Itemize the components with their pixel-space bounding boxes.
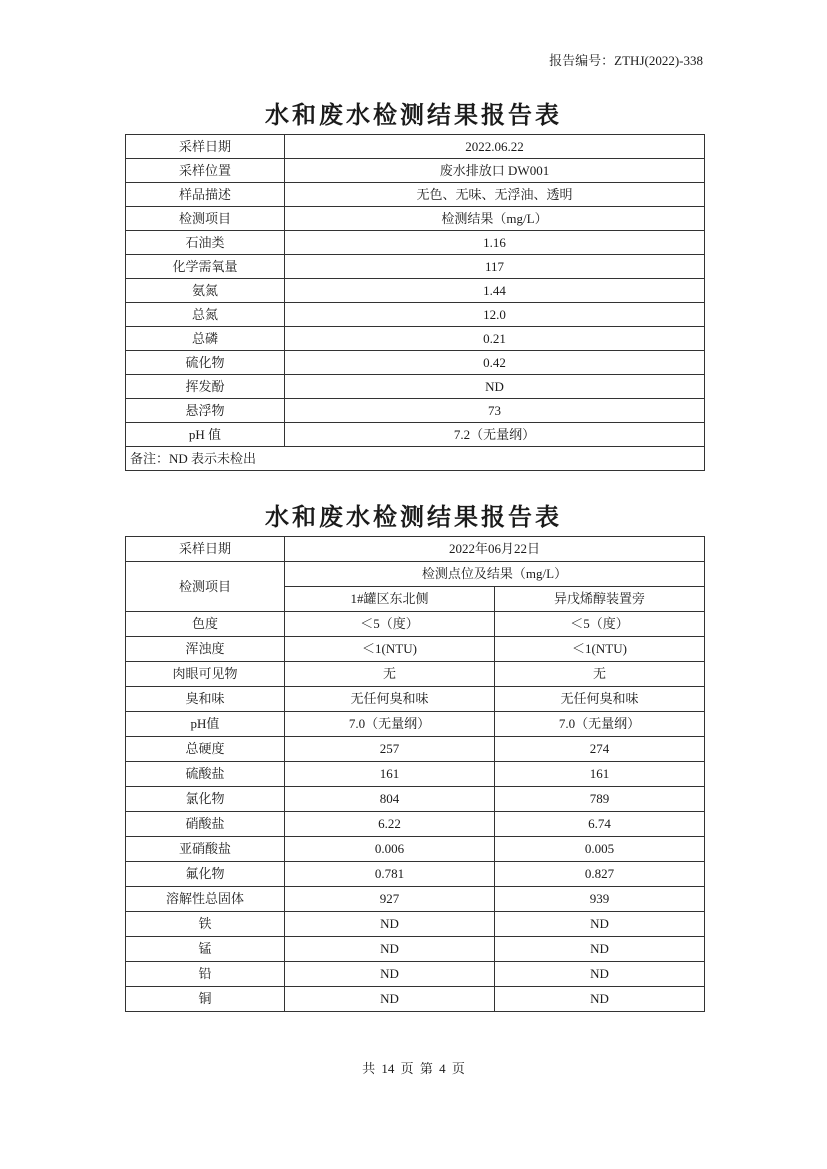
site-1-value: ND: [285, 937, 495, 962]
row-label: 铜: [126, 987, 285, 1012]
site-1-value: 0.006: [285, 837, 495, 862]
result-header: 检测点位及结果（mg/L）: [285, 562, 705, 587]
table-row: [126, 159, 705, 183]
table-row: [126, 183, 705, 207]
site-1-value: ＜1(NTU): [285, 637, 495, 662]
report-table-2-title: 水和废水检测结果报告表: [265, 503, 562, 531]
table2-body: [126, 612, 705, 1012]
table-row: [126, 327, 705, 351]
table-row: [126, 399, 705, 423]
table-row: [126, 303, 705, 327]
site-1-value: 无: [285, 662, 495, 687]
site-1-value: 927: [285, 887, 495, 912]
row-label: 硝酸盐: [126, 812, 285, 837]
site-1-value: 161: [285, 762, 495, 787]
date-label: 采样日期: [126, 537, 285, 562]
site-2-value: 789: [495, 787, 705, 812]
table-row: [126, 837, 705, 862]
report-number: 报告编号：ZTHJ(2022)-338: [549, 53, 703, 68]
table-row: [126, 862, 705, 887]
row-value: 1.44: [285, 279, 705, 303]
site-2-value: 0.827: [495, 862, 705, 887]
page-footer: 共 14 页 第 4 页: [362, 1061, 465, 1076]
row-label: 氟化物: [126, 862, 285, 887]
row-label: 浑浊度: [126, 637, 285, 662]
table-row: [126, 912, 705, 937]
row-label: 化学需氧量: [126, 255, 285, 279]
table-row: [126, 135, 705, 159]
site-1-header: 1#罐区东北侧: [285, 587, 495, 612]
table-row: [126, 279, 705, 303]
row-label: 硫酸盐: [126, 762, 285, 787]
row-label: 肉眼可见物: [126, 662, 285, 687]
groundwater-results-table: [125, 536, 705, 1012]
row-label: 氨氮: [126, 279, 285, 303]
site-1-value: 804: [285, 787, 495, 812]
row-value: 0.21: [285, 327, 705, 351]
site-2-value: 6.74: [495, 812, 705, 837]
row-value: 废水排放口 DW001: [285, 159, 705, 183]
table-row: [126, 787, 705, 812]
report-table-1-title: 水和废水检测结果报告表: [265, 101, 562, 129]
site-2-header: 异戊烯醇装置旁: [495, 587, 705, 612]
row-label: 悬浮物: [126, 399, 285, 423]
site-2-value: 无: [495, 662, 705, 687]
row-value: 12.0: [285, 303, 705, 327]
site-1-value: ND: [285, 962, 495, 987]
row-value: 检测结果（mg/L）: [285, 207, 705, 231]
row-label: 采样日期: [126, 135, 285, 159]
site-2-value: ＜1(NTU): [495, 637, 705, 662]
table-row: [126, 662, 705, 687]
table-note-row: [126, 447, 705, 471]
site-1-value: ND: [285, 912, 495, 937]
row-label: 臭和味: [126, 687, 285, 712]
row-label: 铅: [126, 962, 285, 987]
row-value: 无色、无味、无浮油、透明: [285, 183, 705, 207]
table-row: [126, 887, 705, 912]
row-value: 2022.06.22: [285, 135, 705, 159]
row-label: 采样位置: [126, 159, 285, 183]
row-label: 检测项目: [126, 207, 285, 231]
table-row: [126, 231, 705, 255]
table-row: [126, 962, 705, 987]
site-2-value: 无任何臭和味: [495, 687, 705, 712]
table-row: [126, 712, 705, 737]
site-1-value: 7.0（无量纲）: [285, 712, 495, 737]
row-label: 总磷: [126, 327, 285, 351]
row-label: 锰: [126, 937, 285, 962]
site-2-value: ＜5（度）: [495, 612, 705, 637]
row-label: 样品描述: [126, 183, 285, 207]
item-header: 检测项目: [126, 562, 285, 612]
row-label: pH 值: [126, 423, 285, 447]
table-row: [126, 612, 705, 637]
table-row: [126, 687, 705, 712]
row-label: 氯化物: [126, 787, 285, 812]
row-label: 挥发酚: [126, 375, 285, 399]
table-row: [126, 423, 705, 447]
table-row: [126, 375, 705, 399]
row-label: 铁: [126, 912, 285, 937]
table-note: 备注：ND 表示未检出: [126, 447, 705, 471]
site-1-value: ND: [285, 987, 495, 1012]
table-row: [126, 762, 705, 787]
table-row: [126, 207, 705, 231]
site-2-value: 161: [495, 762, 705, 787]
row-label: 色度: [126, 612, 285, 637]
site-1-value: ＜5（度）: [285, 612, 495, 637]
wastewater-results-table: [125, 134, 705, 471]
site-1-value: 无任何臭和味: [285, 687, 495, 712]
site-2-value: 939: [495, 887, 705, 912]
table-row: [126, 351, 705, 375]
row-value: 117: [285, 255, 705, 279]
site-2-value: ND: [495, 987, 705, 1012]
row-label: 总氮: [126, 303, 285, 327]
row-label: 石油类: [126, 231, 285, 255]
row-label: 总硬度: [126, 737, 285, 762]
site-1-value: 257: [285, 737, 495, 762]
date-row: [126, 537, 705, 562]
row-label: 亚硝酸盐: [126, 837, 285, 862]
table-row: [126, 637, 705, 662]
site-2-value: ND: [495, 962, 705, 987]
table-row: [126, 937, 705, 962]
table1-body: [126, 135, 705, 447]
row-label: 溶解性总固体: [126, 887, 285, 912]
date-value: 2022年06月22日: [285, 537, 705, 562]
row-value: 0.42: [285, 351, 705, 375]
site-2-value: ND: [495, 912, 705, 937]
table-row: [126, 812, 705, 837]
site-2-value: 0.005: [495, 837, 705, 862]
row-value: ND: [285, 375, 705, 399]
row-value: 7.2（无量纲）: [285, 423, 705, 447]
site-1-value: 0.781: [285, 862, 495, 887]
site-2-value: 7.0（无量纲）: [495, 712, 705, 737]
site-1-value: 6.22: [285, 812, 495, 837]
row-value: 73: [285, 399, 705, 423]
row-value: 1.16: [285, 231, 705, 255]
row-label: 硫化物: [126, 351, 285, 375]
table-row: [126, 737, 705, 762]
table-row: [126, 255, 705, 279]
row-label: pH值: [126, 712, 285, 737]
site-2-value: ND: [495, 937, 705, 962]
site-2-value: 274: [495, 737, 705, 762]
table-row: [126, 987, 705, 1012]
header-row: [126, 562, 705, 587]
